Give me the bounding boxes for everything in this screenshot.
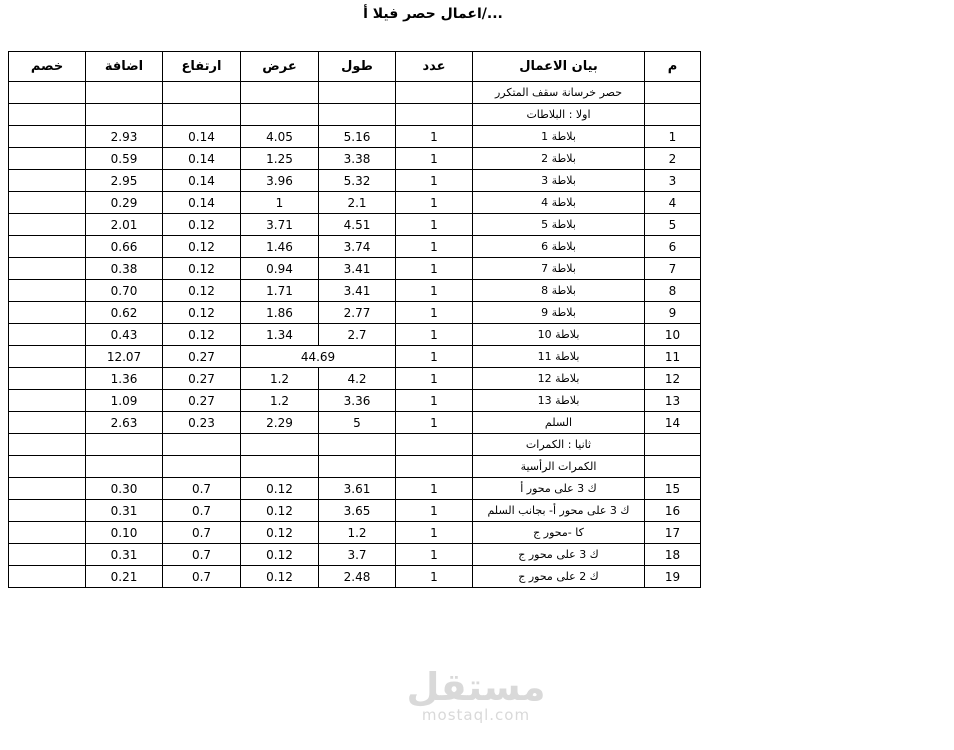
cell-count: 1 xyxy=(396,500,473,522)
mostaql-watermark xyxy=(396,667,556,723)
header-length: طول xyxy=(319,52,396,82)
cell-count: 1 xyxy=(396,522,473,544)
cell-description: بلاطة 11 xyxy=(473,346,645,368)
cell-count: 1 xyxy=(396,214,473,236)
cell-width: 0.12 xyxy=(241,566,319,588)
table-row xyxy=(9,214,701,236)
cell-number: 10 xyxy=(645,324,701,346)
cell-deduct xyxy=(9,544,86,566)
cell-count xyxy=(396,82,473,104)
cell-length xyxy=(319,434,396,456)
cell-number: 19 xyxy=(645,566,701,588)
cell-number: 2 xyxy=(645,148,701,170)
table-body xyxy=(9,82,701,588)
cell-description: بلاطة 6 xyxy=(473,236,645,258)
cell-length: 5 xyxy=(319,412,396,434)
cell-number: 3 xyxy=(645,170,701,192)
header-count: عدد xyxy=(396,52,473,82)
cell-description: بلاطة 5 xyxy=(473,214,645,236)
cell-width xyxy=(241,104,319,126)
cell-length: 3.36 xyxy=(319,390,396,412)
cell-width: 2.29 xyxy=(241,412,319,434)
cell-deduct xyxy=(9,522,86,544)
cell-add xyxy=(86,456,163,478)
cell-length: 3.41 xyxy=(319,258,396,280)
table-row xyxy=(9,566,701,588)
table-row xyxy=(9,346,701,368)
cell-deduct xyxy=(9,82,86,104)
cell-count xyxy=(396,456,473,478)
cell-count: 1 xyxy=(396,302,473,324)
cell-count: 1 xyxy=(396,324,473,346)
header-deduct: خصم xyxy=(9,52,86,82)
cell-width: 1.2 xyxy=(241,368,319,390)
table-row xyxy=(9,544,701,566)
cell-description: ثانيا : الكمرات xyxy=(473,434,645,456)
cell-height: 0.27 xyxy=(163,368,241,390)
cell-deduct xyxy=(9,566,86,588)
cell-count xyxy=(396,104,473,126)
cell-add: 2.95 xyxy=(86,170,163,192)
cell-width: 1.46 xyxy=(241,236,319,258)
cell-width: 0.94 xyxy=(241,258,319,280)
cell-height: 0.14 xyxy=(163,170,241,192)
cell-count: 1 xyxy=(396,368,473,390)
cell-number: 9 xyxy=(645,302,701,324)
watermark-arabic: مستقل xyxy=(406,665,546,709)
table-row xyxy=(9,258,701,280)
cell-description: السلم xyxy=(473,412,645,434)
cell-count: 1 xyxy=(396,148,473,170)
cell-length: 3.65 xyxy=(319,500,396,522)
cell-number: 6 xyxy=(645,236,701,258)
cell-width xyxy=(241,82,319,104)
cell-height xyxy=(163,104,241,126)
cell-deduct xyxy=(9,104,86,126)
watermark-latin: mostaql.com xyxy=(421,706,531,724)
cell-add: 1.09 xyxy=(86,390,163,412)
cell-count: 1 xyxy=(396,412,473,434)
cell-description: بلاطة 13 xyxy=(473,390,645,412)
cell-height: 0.12 xyxy=(163,324,241,346)
cell-count: 1 xyxy=(396,192,473,214)
table-row xyxy=(9,456,701,478)
cell-width: 0.12 xyxy=(241,544,319,566)
cell-height: 0.7 xyxy=(163,566,241,588)
cell-number xyxy=(645,456,701,478)
cell-deduct xyxy=(9,434,86,456)
cell-length: 2.7 xyxy=(319,324,396,346)
cell-height: 0.14 xyxy=(163,148,241,170)
cell-width xyxy=(241,456,319,478)
cell-number: 4 xyxy=(645,192,701,214)
table-row xyxy=(9,126,701,148)
cell-length: 5.16 xyxy=(319,126,396,148)
cell-deduct xyxy=(9,214,86,236)
cell-width: 3.71 xyxy=(241,214,319,236)
table-row xyxy=(9,522,701,544)
cell-length: 3.41 xyxy=(319,280,396,302)
cell-length xyxy=(319,82,396,104)
cell-width: 1.71 xyxy=(241,280,319,302)
cell-add: 2.93 xyxy=(86,126,163,148)
cell-number xyxy=(645,104,701,126)
cell-width: 1.86 xyxy=(241,302,319,324)
cell-add xyxy=(86,82,163,104)
cell-number xyxy=(645,82,701,104)
table-row xyxy=(9,148,701,170)
cell-deduct xyxy=(9,390,86,412)
cell-height: 0.7 xyxy=(163,544,241,566)
cell-description: ك 2 على محور ج xyxy=(473,566,645,588)
cell-height: 0.12 xyxy=(163,214,241,236)
cell-add: 1.36 xyxy=(86,368,163,390)
cell-height: 0.7 xyxy=(163,478,241,500)
cell-add: 0.59 xyxy=(86,148,163,170)
table-row xyxy=(9,82,701,104)
cell-deduct xyxy=(9,148,86,170)
table-row xyxy=(9,434,701,456)
page-title: اعمال حصر فيلا أ/... xyxy=(363,6,503,22)
cell-width: 0.12 xyxy=(241,522,319,544)
cell-height: 0.12 xyxy=(163,236,241,258)
cell-deduct xyxy=(9,126,86,148)
cell-description: بلاطة 4 xyxy=(473,192,645,214)
header-add: اضافة xyxy=(86,52,163,82)
cell-number: 1 xyxy=(645,126,701,148)
cell-count: 1 xyxy=(396,566,473,588)
cell-count: 1 xyxy=(396,346,473,368)
cell-count: 1 xyxy=(396,236,473,258)
cell-number: 8 xyxy=(645,280,701,302)
cell-deduct xyxy=(9,478,86,500)
cell-description: بلاطة 8 xyxy=(473,280,645,302)
cell-deduct xyxy=(9,500,86,522)
cell-add: 0.62 xyxy=(86,302,163,324)
cell-description: ك 3 على محور أ xyxy=(473,478,645,500)
quantity-takeoff-table xyxy=(8,51,701,588)
cell-deduct xyxy=(9,258,86,280)
table-row xyxy=(9,302,701,324)
table-row xyxy=(9,280,701,302)
cell-length: 2.48 xyxy=(319,566,396,588)
cell-length: 5.32 xyxy=(319,170,396,192)
cell-number: 12 xyxy=(645,368,701,390)
table-row xyxy=(9,324,701,346)
table-row xyxy=(9,236,701,258)
cell-count: 1 xyxy=(396,280,473,302)
cell-deduct xyxy=(9,236,86,258)
cell-deduct xyxy=(9,324,86,346)
cell-width xyxy=(241,434,319,456)
cell-width: 1.25 xyxy=(241,148,319,170)
cell-count: 1 xyxy=(396,170,473,192)
cell-length xyxy=(319,104,396,126)
cell-add: 2.63 xyxy=(86,412,163,434)
cell-width: 0.12 xyxy=(241,478,319,500)
table-row xyxy=(9,412,701,434)
header-description: بيان الاعمال xyxy=(473,52,645,82)
cell-description: كا -محور ج xyxy=(473,522,645,544)
cell-length: 4.51 xyxy=(319,214,396,236)
table-row xyxy=(9,478,701,500)
cell-description: ك 3 على محور أ- بجانب السلم xyxy=(473,500,645,522)
cell-number: 17 xyxy=(645,522,701,544)
cell-count: 1 xyxy=(396,544,473,566)
cell-deduct xyxy=(9,170,86,192)
cell-description: بلاطة 10 xyxy=(473,324,645,346)
cell-add: 0.21 xyxy=(86,566,163,588)
cell-description: الكمرات الرأسية xyxy=(473,456,645,478)
header-height: ارتفاع xyxy=(163,52,241,82)
header-row xyxy=(9,52,701,82)
cell-count xyxy=(396,434,473,456)
cell-count: 1 xyxy=(396,390,473,412)
cell-add: 0.43 xyxy=(86,324,163,346)
cell-add: 0.70 xyxy=(86,280,163,302)
cell-length: 3.7 xyxy=(319,544,396,566)
table-row xyxy=(9,104,701,126)
cell-height: 0.7 xyxy=(163,522,241,544)
cell-height: 0.14 xyxy=(163,192,241,214)
cell-height: 0.27 xyxy=(163,346,241,368)
cell-length: 3.74 xyxy=(319,236,396,258)
cell-height: 0.12 xyxy=(163,280,241,302)
cell-height: 0.14 xyxy=(163,126,241,148)
header-width: عرض xyxy=(241,52,319,82)
cell-count: 1 xyxy=(396,258,473,280)
cell-deduct xyxy=(9,412,86,434)
cell-height xyxy=(163,434,241,456)
cell-width: 1 xyxy=(241,192,319,214)
cell-deduct xyxy=(9,368,86,390)
table-row xyxy=(9,500,701,522)
cell-description: بلاطة 7 xyxy=(473,258,645,280)
cell-length: 3.61 xyxy=(319,478,396,500)
cell-number: 13 xyxy=(645,390,701,412)
cell-height: 0.12 xyxy=(163,302,241,324)
cell-add: 0.29 xyxy=(86,192,163,214)
table-row xyxy=(9,390,701,412)
cell-width: 4.05 xyxy=(241,126,319,148)
cell-description: ك 3 على محور ج xyxy=(473,544,645,566)
cell-width: 3.96 xyxy=(241,170,319,192)
cell-height: 0.23 xyxy=(163,412,241,434)
cell-number: 14 xyxy=(645,412,701,434)
cell-add xyxy=(86,434,163,456)
cell-add: 0.31 xyxy=(86,500,163,522)
cell-description: بلاطة 2 xyxy=(473,148,645,170)
cell-description: بلاطة 3 xyxy=(473,170,645,192)
table-row xyxy=(9,368,701,390)
cell-deduct xyxy=(9,302,86,324)
cell-add: 0.30 xyxy=(86,478,163,500)
cell-add: 0.31 xyxy=(86,544,163,566)
cell-length xyxy=(319,456,396,478)
cell-number: 16 xyxy=(645,500,701,522)
cell-length: 3.38 xyxy=(319,148,396,170)
cell-number: 18 xyxy=(645,544,701,566)
cell-description: بلاطة 12 xyxy=(473,368,645,390)
header-number: م xyxy=(645,52,701,82)
cell-description: اولا : البلاطات xyxy=(473,104,645,126)
cell-add xyxy=(86,104,163,126)
cell-length: 2.1 xyxy=(319,192,396,214)
cell-add: 0.38 xyxy=(86,258,163,280)
cell-height: 0.12 xyxy=(163,258,241,280)
cell-height xyxy=(163,456,241,478)
cell-deduct xyxy=(9,346,86,368)
cell-number: 11 xyxy=(645,346,701,368)
cell-count: 1 xyxy=(396,126,473,148)
cell-width: 0.12 xyxy=(241,500,319,522)
cell-width: 1.34 xyxy=(241,324,319,346)
cell-deduct xyxy=(9,456,86,478)
cell-description: بلاطة 1 xyxy=(473,126,645,148)
cell-length: 2.77 xyxy=(319,302,396,324)
cell-description: حصر خرسانة سقف المتكرر xyxy=(473,82,645,104)
cell-description: بلاطة 9 xyxy=(473,302,645,324)
cell-deduct xyxy=(9,192,86,214)
table-row xyxy=(9,192,701,214)
table-row xyxy=(9,170,701,192)
cell-height: 0.27 xyxy=(163,390,241,412)
cell-add: 0.10 xyxy=(86,522,163,544)
cell-add: 12.07 xyxy=(86,346,163,368)
cell-height: 0.7 xyxy=(163,500,241,522)
cell-height xyxy=(163,82,241,104)
cell-number: 7 xyxy=(645,258,701,280)
cell-length: 4.2 xyxy=(319,368,396,390)
cell-add: 2.01 xyxy=(86,214,163,236)
cell-add: 0.66 xyxy=(86,236,163,258)
cell-number: 5 xyxy=(645,214,701,236)
cell-area: 44.69 xyxy=(241,346,396,368)
cell-length: 1.2 xyxy=(319,522,396,544)
cell-number: 15 xyxy=(645,478,701,500)
cell-deduct xyxy=(9,280,86,302)
cell-number xyxy=(645,434,701,456)
cell-width: 1.2 xyxy=(241,390,319,412)
cell-count: 1 xyxy=(396,478,473,500)
